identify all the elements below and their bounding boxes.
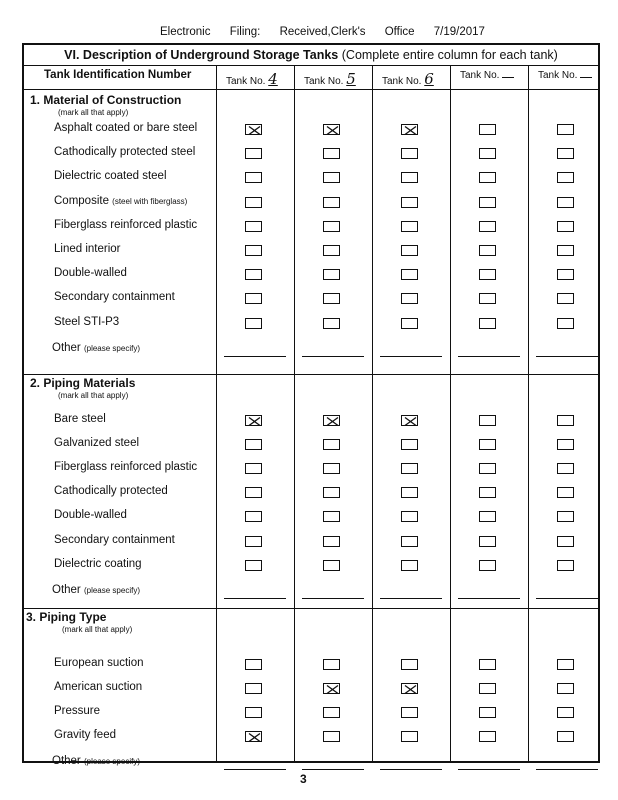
option-label bbox=[54, 146, 195, 158]
checkbox-empty[interactable] bbox=[479, 536, 496, 547]
other-specify-field[interactable] bbox=[302, 769, 364, 770]
checkbox-empty[interactable] bbox=[401, 318, 418, 329]
checkbox-empty[interactable] bbox=[557, 659, 574, 670]
checkbox-empty[interactable] bbox=[557, 318, 574, 329]
option-label-text: Pressure bbox=[54, 705, 101, 717]
checkbox-empty[interactable] bbox=[557, 707, 574, 718]
checkbox-empty[interactable] bbox=[557, 269, 574, 280]
ust-description-form bbox=[22, 43, 600, 767]
column-divider bbox=[294, 65, 295, 761]
tank-number-header bbox=[226, 70, 278, 88]
checkbox-empty[interactable] bbox=[323, 731, 340, 742]
option-label-text: Fiberglass reinforced plastic bbox=[54, 218, 198, 231]
checkbox-empty[interactable] bbox=[401, 463, 418, 474]
checkbox-empty[interactable] bbox=[323, 463, 340, 474]
checkbox-empty[interactable] bbox=[245, 221, 262, 232]
checkbox-empty[interactable] bbox=[479, 487, 496, 498]
checkbox-empty[interactable] bbox=[479, 707, 496, 718]
checkbox-checked[interactable] bbox=[245, 415, 262, 426]
option-label bbox=[54, 509, 127, 521]
checkbox-empty[interactable] bbox=[401, 148, 418, 159]
other-label-text: Other bbox=[52, 755, 81, 767]
option-label-text: European suction bbox=[54, 657, 144, 669]
checkbox-empty[interactable] bbox=[245, 172, 262, 183]
checkbox-empty[interactable] bbox=[401, 731, 418, 742]
checkbox-empty[interactable] bbox=[401, 197, 418, 208]
checkbox-empty[interactable] bbox=[245, 245, 262, 256]
option-label-text: Double-walled bbox=[54, 509, 127, 522]
option-label-note: (steel with fiberglass) bbox=[112, 196, 188, 206]
option-label bbox=[54, 195, 187, 207]
option-label-text: Bare steel bbox=[54, 413, 106, 425]
section-note: (mark all that apply) bbox=[58, 108, 129, 117]
other-option-label bbox=[52, 755, 140, 767]
other-option-label bbox=[52, 342, 140, 354]
other-label-note: (please specify) bbox=[83, 343, 140, 353]
checkbox-empty[interactable] bbox=[323, 439, 340, 450]
checkbox-checked[interactable] bbox=[401, 415, 418, 426]
option-label-text: Dielectric coating bbox=[54, 557, 142, 570]
section-note: (mark all that apply) bbox=[58, 391, 129, 400]
checkbox-empty[interactable] bbox=[479, 172, 496, 183]
checkbox-empty[interactable] bbox=[557, 415, 574, 426]
section-note: (mark all that apply) bbox=[62, 625, 133, 634]
option-label bbox=[54, 485, 168, 497]
other-specify-field[interactable] bbox=[536, 769, 598, 770]
checkbox-empty[interactable] bbox=[323, 221, 340, 232]
checkbox-empty[interactable] bbox=[557, 197, 574, 208]
option-label bbox=[54, 558, 142, 570]
checkbox-empty[interactable] bbox=[479, 731, 496, 742]
tank-word: Tank No. bbox=[226, 76, 266, 87]
option-label-text: Secondary containment bbox=[54, 291, 175, 304]
checkbox-empty[interactable] bbox=[557, 683, 574, 694]
checkbox-empty[interactable] bbox=[245, 511, 262, 522]
option-label bbox=[54, 729, 116, 741]
checkbox-empty[interactable] bbox=[323, 197, 340, 208]
checkbox-empty[interactable] bbox=[479, 318, 496, 329]
checkbox-empty[interactable] bbox=[245, 197, 262, 208]
column-divider bbox=[372, 65, 373, 761]
option-label bbox=[54, 219, 197, 231]
checkbox-empty[interactable] bbox=[323, 318, 340, 329]
other-specify-field[interactable] bbox=[380, 356, 442, 357]
checkbox-empty[interactable] bbox=[323, 269, 340, 280]
checkbox-empty[interactable] bbox=[479, 245, 496, 256]
checkbox-empty[interactable] bbox=[479, 293, 496, 304]
checkbox-empty[interactable] bbox=[245, 318, 262, 329]
checkbox-empty[interactable] bbox=[245, 659, 262, 670]
checkbox-empty[interactable] bbox=[479, 439, 496, 450]
tank-number-value[interactable]: 6 bbox=[424, 70, 434, 88]
other-specify-field[interactable] bbox=[458, 356, 520, 357]
section-title: 3. Piping Type bbox=[26, 610, 107, 624]
checkbox-empty[interactable] bbox=[479, 124, 496, 135]
checkbox-empty[interactable] bbox=[245, 707, 262, 718]
checkbox-empty[interactable] bbox=[557, 463, 574, 474]
option-label-text: Steel STI-P3 bbox=[54, 315, 120, 328]
column-divider bbox=[528, 65, 529, 761]
checkbox-empty[interactable] bbox=[401, 439, 418, 450]
checkbox-empty[interactable] bbox=[557, 536, 574, 547]
checkbox-empty[interactable] bbox=[479, 148, 496, 159]
option-label bbox=[54, 122, 197, 134]
office-label: Office bbox=[384, 26, 415, 38]
checkbox-empty[interactable] bbox=[401, 293, 418, 304]
checkbox-empty[interactable] bbox=[323, 148, 340, 159]
checkbox-checked[interactable] bbox=[245, 731, 262, 742]
tank-number-header bbox=[538, 70, 592, 81]
checkbox-empty[interactable] bbox=[245, 536, 262, 547]
checkbox-empty[interactable] bbox=[557, 148, 574, 159]
other-label-note: (please specify) bbox=[83, 585, 140, 595]
option-label bbox=[54, 291, 175, 303]
form-title-note: (Complete entire column for each tank) bbox=[341, 48, 558, 62]
other-specify-field[interactable] bbox=[536, 356, 598, 357]
option-label-text: Composite bbox=[54, 194, 109, 207]
form-title: VI. Description of Underground Storage Tanks bbox=[64, 48, 339, 62]
other-specify-field[interactable] bbox=[536, 598, 598, 599]
checkbox-empty[interactable] bbox=[323, 659, 340, 670]
other-specify-field[interactable] bbox=[458, 769, 520, 770]
option-label-text: Cathodically protected bbox=[54, 485, 168, 498]
other-option-label bbox=[52, 584, 140, 596]
tank-number-header bbox=[382, 70, 434, 88]
option-label-text: Double-walled bbox=[54, 267, 127, 280]
checkbox-empty[interactable] bbox=[557, 439, 574, 450]
checkbox-empty[interactable] bbox=[557, 124, 574, 135]
checkbox-empty[interactable] bbox=[323, 172, 340, 183]
tank-id-label: Tank Identification Number bbox=[44, 69, 192, 81]
checkbox-checked[interactable] bbox=[323, 124, 340, 135]
checkbox-empty[interactable] bbox=[245, 463, 262, 474]
filing-label: Filing: bbox=[229, 26, 261, 38]
tank-word: Tank No. bbox=[382, 76, 422, 87]
checkbox-checked[interactable] bbox=[323, 415, 340, 426]
filing-type: Electronic bbox=[160, 26, 211, 38]
checkbox-empty[interactable] bbox=[323, 487, 340, 498]
checkbox-empty[interactable] bbox=[479, 197, 496, 208]
other-label-text: Other bbox=[52, 583, 81, 596]
other-specify-field[interactable] bbox=[224, 356, 286, 357]
other-specify-field[interactable] bbox=[224, 769, 286, 770]
checkbox-empty[interactable] bbox=[401, 560, 418, 571]
form-title-row bbox=[24, 45, 598, 66]
option-label bbox=[54, 170, 167, 182]
tank-number-value[interactable]: 5 bbox=[346, 70, 356, 88]
checkbox-empty[interactable] bbox=[557, 293, 574, 304]
option-label bbox=[54, 461, 197, 473]
checkbox-empty[interactable] bbox=[245, 439, 262, 450]
checkbox-empty[interactable] bbox=[479, 659, 496, 670]
checkbox-empty[interactable] bbox=[323, 536, 340, 547]
section-title: 2. Piping Materials bbox=[30, 376, 136, 390]
checkbox-checked[interactable] bbox=[401, 124, 418, 135]
checkbox-empty[interactable] bbox=[323, 511, 340, 522]
other-label-text: Other bbox=[52, 341, 81, 354]
option-label-text: Gravity feed bbox=[54, 729, 116, 741]
option-label bbox=[54, 413, 106, 425]
checkbox-empty[interactable] bbox=[401, 511, 418, 522]
checkbox-empty[interactable] bbox=[557, 172, 574, 183]
option-label bbox=[54, 437, 139, 449]
column-divider bbox=[216, 65, 217, 761]
option-label-text: Galvanized steel bbox=[54, 437, 140, 450]
checkbox-empty[interactable] bbox=[401, 659, 418, 670]
filing-header bbox=[160, 26, 501, 38]
tank-number-header bbox=[460, 70, 514, 81]
option-label bbox=[54, 705, 100, 717]
tank-word: Tank No. bbox=[538, 70, 578, 81]
checkbox-empty[interactable] bbox=[245, 560, 262, 571]
checkbox-empty[interactable] bbox=[479, 415, 496, 426]
option-label bbox=[54, 267, 127, 279]
checkbox-empty[interactable] bbox=[401, 221, 418, 232]
option-label-text: Fiberglass reinforced plastic bbox=[54, 461, 198, 474]
option-label bbox=[54, 681, 142, 693]
option-label-text: Lined interior bbox=[54, 243, 121, 255]
checkbox-empty[interactable] bbox=[557, 245, 574, 256]
checkbox-checked[interactable] bbox=[323, 683, 340, 694]
other-specify-field[interactable] bbox=[380, 769, 442, 770]
tank-number-value[interactable]: 4 bbox=[268, 70, 278, 88]
tank-word: Tank No. bbox=[304, 76, 344, 87]
other-specify-field[interactable] bbox=[302, 356, 364, 357]
option-label-text: American suction bbox=[54, 681, 143, 693]
tank-number-blank[interactable] bbox=[502, 77, 514, 78]
checkbox-empty[interactable] bbox=[245, 269, 262, 280]
checkbox-empty[interactable] bbox=[557, 560, 574, 571]
other-specify-field[interactable] bbox=[458, 598, 520, 599]
option-label bbox=[54, 316, 119, 328]
option-label bbox=[54, 657, 144, 669]
checkbox-empty[interactable] bbox=[245, 293, 262, 304]
checkbox-empty[interactable] bbox=[401, 245, 418, 256]
checkbox-empty[interactable] bbox=[245, 148, 262, 159]
option-label-text: Asphalt coated or bare steel bbox=[54, 122, 198, 134]
checkbox-empty[interactable] bbox=[401, 172, 418, 183]
option-label-text: Secondary containment bbox=[54, 533, 175, 546]
checkbox-empty[interactable] bbox=[245, 487, 262, 498]
option-label bbox=[54, 534, 175, 546]
other-label-note: (please specify) bbox=[83, 757, 140, 766]
section-title: 1. Material of Construction bbox=[30, 93, 182, 107]
checkbox-empty[interactable] bbox=[401, 707, 418, 718]
tank-word: Tank No. bbox=[460, 70, 500, 81]
checkbox-empty[interactable] bbox=[323, 707, 340, 718]
section-divider bbox=[24, 608, 598, 609]
checkbox-empty[interactable] bbox=[557, 511, 574, 522]
other-specify-field[interactable] bbox=[302, 598, 364, 599]
other-specify-field[interactable] bbox=[224, 598, 286, 599]
checkbox-empty[interactable] bbox=[401, 487, 418, 498]
column-divider bbox=[450, 65, 451, 761]
option-label-text: Cathodically protected steel bbox=[54, 146, 196, 159]
checkbox-empty[interactable] bbox=[401, 536, 418, 547]
page-number: 3 bbox=[300, 772, 307, 786]
filing-date: 7/19/2017 bbox=[433, 26, 485, 38]
checkbox-checked[interactable] bbox=[245, 124, 262, 135]
checkbox-empty[interactable] bbox=[479, 683, 496, 694]
checkbox-empty[interactable] bbox=[479, 511, 496, 522]
checkbox-empty[interactable] bbox=[401, 269, 418, 280]
checkbox-empty[interactable] bbox=[323, 245, 340, 256]
checkbox-empty[interactable] bbox=[479, 269, 496, 280]
option-label-text: Dielectric coated steel bbox=[54, 170, 167, 183]
checkbox-empty[interactable] bbox=[479, 221, 496, 232]
checkbox-empty[interactable] bbox=[323, 560, 340, 571]
tank-number-blank[interactable] bbox=[580, 77, 592, 78]
checkbox-empty[interactable] bbox=[323, 293, 340, 304]
checkbox-empty[interactable] bbox=[245, 683, 262, 694]
tank-number-header bbox=[304, 70, 356, 88]
checkbox-empty[interactable] bbox=[557, 731, 574, 742]
checkbox-empty[interactable] bbox=[557, 221, 574, 232]
checkbox-checked[interactable] bbox=[401, 683, 418, 694]
section-divider bbox=[24, 374, 598, 375]
received-label: Received,Clerk's bbox=[279, 26, 366, 38]
checkbox-empty[interactable] bbox=[557, 487, 574, 498]
checkbox-empty[interactable] bbox=[479, 560, 496, 571]
option-label bbox=[54, 243, 120, 255]
checkbox-empty[interactable] bbox=[479, 463, 496, 474]
other-specify-field[interactable] bbox=[380, 598, 442, 599]
